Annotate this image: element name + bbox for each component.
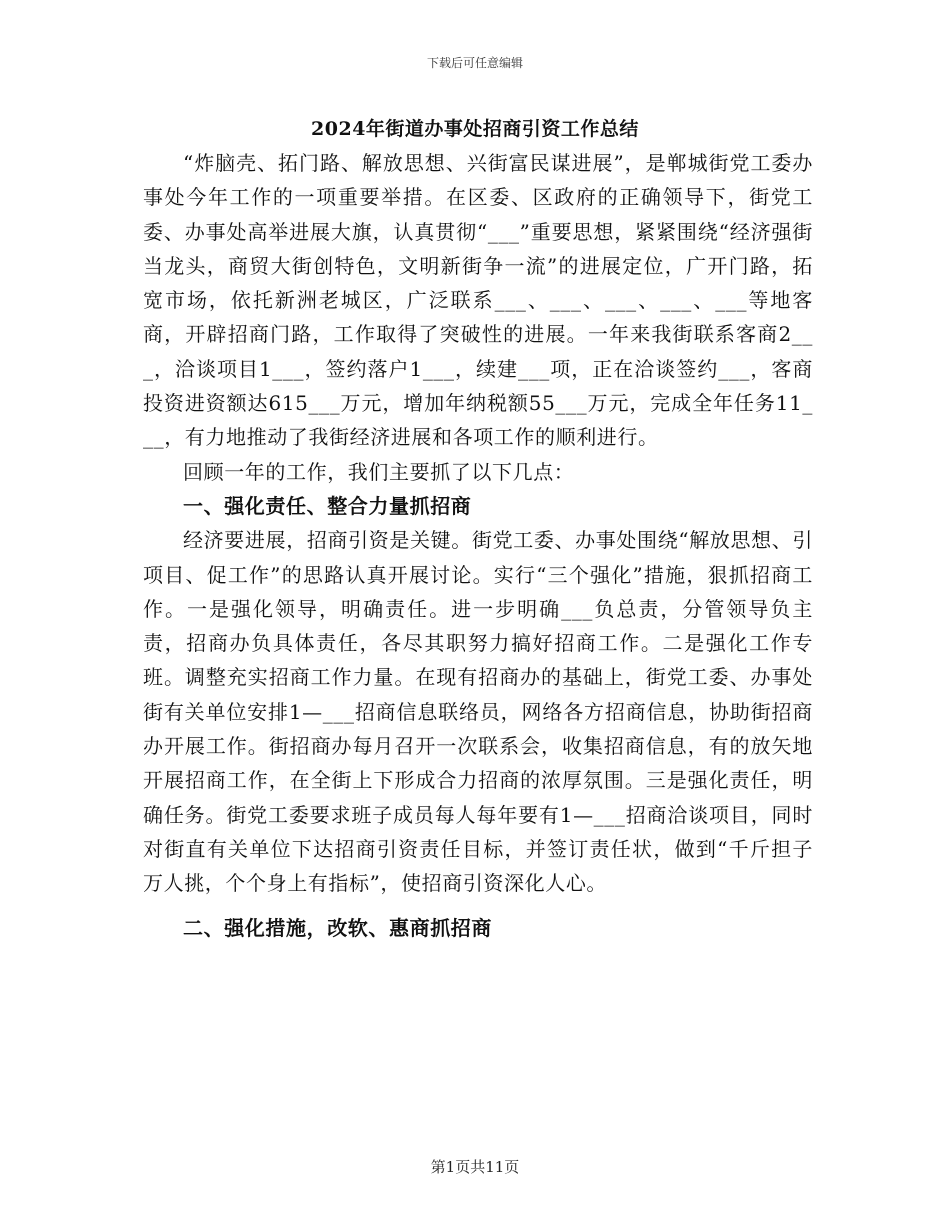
- paragraph-review: 回顾一年的工作，我们主要抓了以下几点：: [183, 459, 575, 484]
- header-note: 下载后可任意编辑: [426, 56, 523, 70]
- section-heading-2: 二、强化措施，改软、惠商抓招商: [183, 915, 492, 940]
- document-title: 2024年街道办事处招商引资工作总结: [311, 118, 639, 140]
- document-body: [143, 146, 813, 945]
- page-footer: 第1页共11页: [430, 1158, 520, 1176]
- paragraph-section-1: 经济要进展，招商引资是关键。街党工委、办事处围绕“解放思想、引项目、促工作”的思路认真开展讨论。实行“三个强化”措施，狠抓招商工作。一是强化领导，明确责任。进一步明确___负总责，分管领导负主责，招商办负具体责任，各尽其职努力搞好招商工作。二是强化工作专班。调整充实招商工作力量。在现有招商办的基础上，街党工委、办事处街有关单位安排1—___招商信息联络员，网络各方招商信息，协助街招商办开展工作。街招商办每月召开一次联系会，收集招商信息，有的放矢地开展招商工作，在全街上下形成合力招商的浓厚氛围。三是强化责任，明确任务。街党工委要求班子成员每人每年要有1—___招商洽谈项目，同时对街直有关单位下达招商引资责任目标，并签订责任状，做到“千斤担子万人挑，个个身上有指标”，使招商引资深化人心。: [143, 528, 813, 896]
- paragraph-intro: “炸脑壳、拓门路、解放思想、兴街富民谋进展”，是郸城街党工委办事处今年工作的一项重要举措。在区委、区政府的正确领导下，街党工委、办事处高举进展大旗，认真贯彻“___”重要思想，紧紧围绕“经济强街当龙头，商贸大街创特色，文明新街争一流”的进展定位，广开门路，拓宽市场，依托新洲老城区，广泛联系___、___、___、___、___等地客商，开辟招商门路，工作取得了突破性的进展。一年来我街联系客商2___，洽谈项目1___，签约落户1___，续建___项，正在洽谈签约___，客商投资进资额达615___万元，增加年纳税额55___万元，完成全年任务11___，有力地推动了我街经济进展和各项工作的顺利进行。: [143, 151, 813, 450]
- section-heading-1: 一、强化责任、整合力量抓招商: [183, 493, 472, 518]
